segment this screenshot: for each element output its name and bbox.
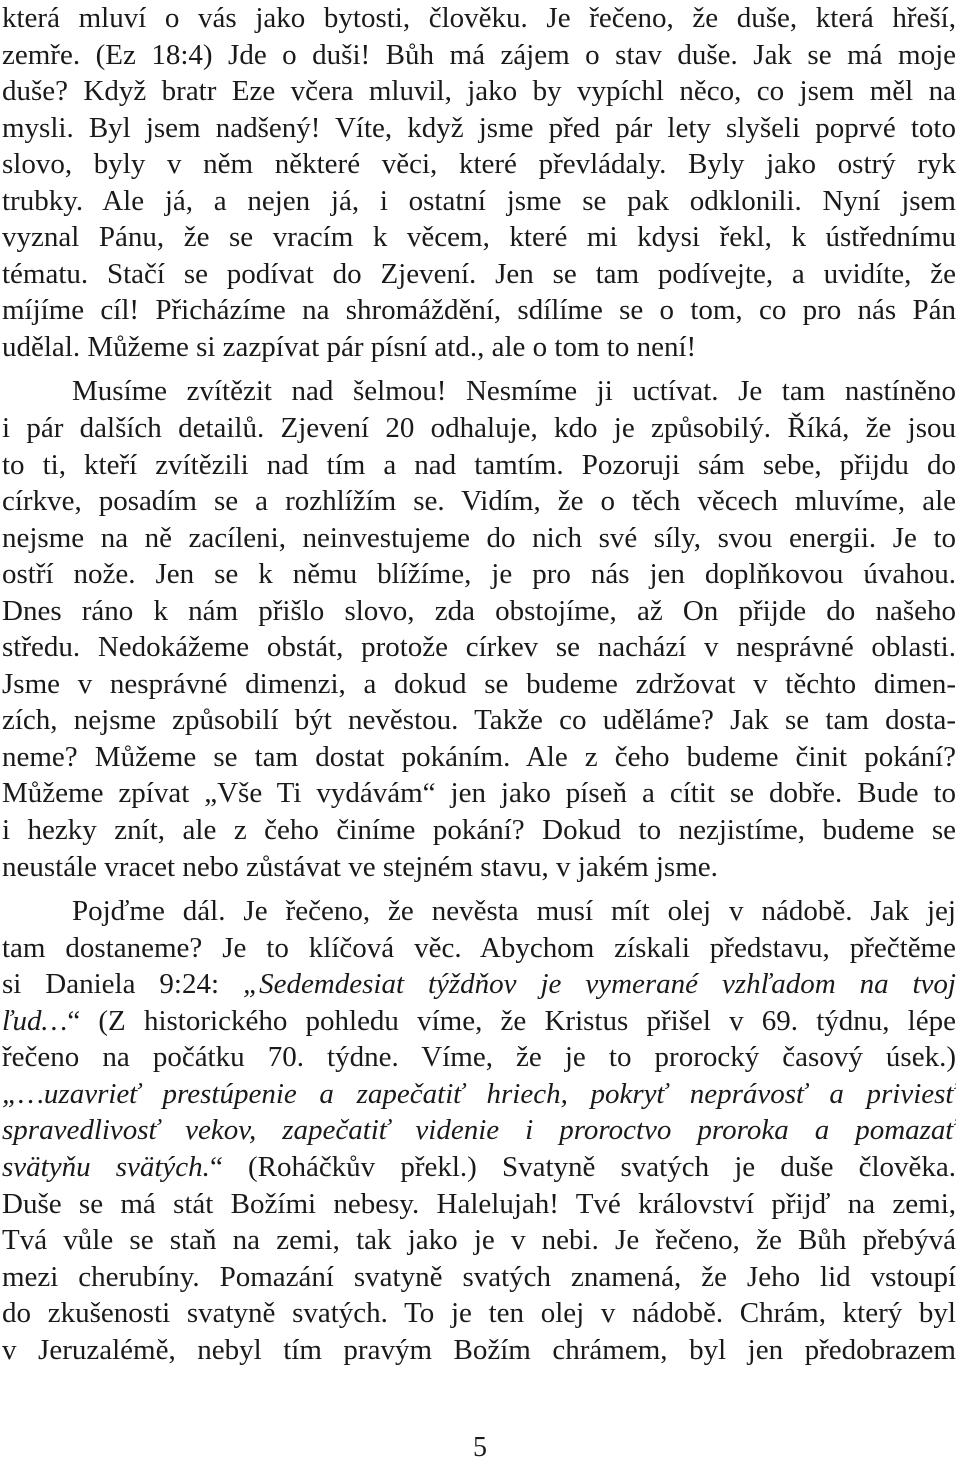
text-run: “ (Z historického pohledu víme, že Kristus přišel v 69. týdnu, lépe (67, 1004, 956, 1037)
quote-italic: spravedlivosť vekov, zapečatiť videnie i proroctvo proroka a pomazať (2, 1114, 956, 1147)
text-line (2, 1003, 956, 1040)
text-line: míjíme cíl! Přicházíme na shromáždění, sdílíme se o tom, co pro nás Pán (2, 294, 956, 327)
text-line: vyznal Pánu, že se vracím k věcem, které mi kdysi řekl, k ústřednímu (2, 221, 956, 254)
quote-italic: ľud… (2, 1004, 68, 1037)
text-line: i pár dalších detailů. Zjevení 20 odhaluje, kdo je způsobilý. Říká, že jsou (2, 412, 956, 445)
text-line: neme? Můžeme se tam dostat pokáním. Ale z čeho budeme činit pokání? (2, 740, 956, 773)
text-line: Můžeme zpívat „Vše Ti vydávám“ jen jako píseň a cítit se dobře. Bude to (2, 777, 956, 810)
text-line: středu. Nedokážeme obstát, protože církev se nachází v nesprávné oblasti. (2, 631, 956, 664)
text-line: trubky. Ale já, a nejen já, i ostatní jsme se pak odklonili. Nyní jsem (2, 184, 956, 217)
text-line: i hezky znít, ale z čeho činíme pokání? Dokud to nezjistíme, budeme se (2, 814, 956, 847)
text-line: zemře. (Ez 18:4) Jde o duši! Bůh má zájem o stav duše. Jak se má moje (2, 38, 956, 71)
text-line (2, 966, 956, 1003)
text-line (2, 1076, 956, 1113)
text-line: řečeno na počátku 70. týdne. Víme, že je to prorocký časový úsek.) (2, 1041, 956, 1074)
quote-italic: „Sedemdesiat týždňov je vymerané vzhľadom na tvoj (242, 968, 956, 1001)
text-line: tam dostaneme? Je to klíčová věc. Abychom získali představu, přečtěme (2, 931, 956, 964)
text-line: Pojďme dál. Je řečeno, že nevěsta musí mít olej v nádobě. Jak jej (72, 895, 956, 928)
paragraph (2, 373, 956, 885)
text-line: Jsme v nesprávné dimenzi, a dokud se budeme zdržovat v těchto dimen- (2, 667, 956, 700)
text-line: Dnes ráno k nám přišlo slovo, zda obstojíme, až On přijde do našeho (2, 594, 956, 627)
text-line: udělal. Můžeme si zazpívat pár písní atd., ale o tom to není! (2, 330, 697, 363)
text-line: Tvá vůle se staň na zemi, tak jako je v nebi. Je řečeno, že Bůh přebývá (2, 1224, 956, 1257)
text-line (2, 1149, 956, 1186)
text-line: to ti, kteří zvítězili nad tím a nad tamtím. Pozoruji sám sebe, přijdu do (2, 448, 956, 481)
quote-italic: „…uzavrieť prestúpenie a zapečatiť hriech, pokryť neprávosť a priviesť (2, 1077, 956, 1110)
text-line: která mluví o vás jako bytosti, člověku. Je řečeno, že duše, která hřeší, (2, 2, 956, 34)
quote-italic: svätyňu svätých. (2, 1150, 210, 1183)
text-line: v Jeruzalémě, nebyl tím pravým Božím chrámem, byl jen předobrazem (2, 1333, 956, 1366)
text-line: duše? Když bratr Eze včera mluvil, jako by vypíchl něco, co jsem měl na (2, 75, 956, 108)
text-run: “ (Roháčkův překl.) Svatyně svatých je duše člověka. (209, 1150, 956, 1183)
text-line: mysli. Byl jsem nadšený! Víte, když jsme před pár lety slyšeli poprvé toto (2, 111, 956, 144)
body-text (2, 0, 956, 1368)
text-line: neustále vracet nebo zůstávat ve stejném stavu, v jakém jsme. (2, 850, 718, 883)
text-line: zích, nejsme způsobilí být nevěstou. Takže co uděláme? Jak se tam dosta- (2, 704, 956, 737)
text-line: slovo, byly v něm některé věci, které převládaly. Byly jako ostrý ryk (2, 148, 956, 181)
text-line: tématu. Stačí se podívat do Zjevení. Jen se tam podívejte, a uvidíte, že (2, 257, 956, 290)
page-number: 5 (473, 1432, 487, 1463)
text-line: církve, posadím se a rozhlížím se. Vidím, že o těch věcech mluvíme, ale (2, 485, 956, 518)
text-line: Duše se má stát Božími nebesy. Halelujah! Tvé království přijď na zemi, (2, 1187, 956, 1220)
paragraph (2, 0, 956, 365)
text-line: do zkušenosti svatyně svatých. To je ten olej v nádobě. Chrám, který byl (2, 1297, 956, 1330)
text-line: ostří nože. Jen se k němu blížíme, je pro nás jen doplňkovou úvahou. (2, 558, 956, 591)
text-line: mezi cherubíny. Pomazání svatyně svatých znamená, že Jeho lid vstoupí (2, 1260, 956, 1293)
text-line (2, 1112, 956, 1149)
text-line: Musíme zvítězit nad šelmou! Nesmíme ji uctívat. Je tam nastíněno (72, 375, 956, 408)
paragraph (2, 893, 956, 1368)
text-line: nejsme na ně zacíleni, neinvestujeme do nich své síly, svou energii. Je to (2, 521, 956, 554)
text-run: si Daniela 9:24: (2, 968, 243, 1001)
